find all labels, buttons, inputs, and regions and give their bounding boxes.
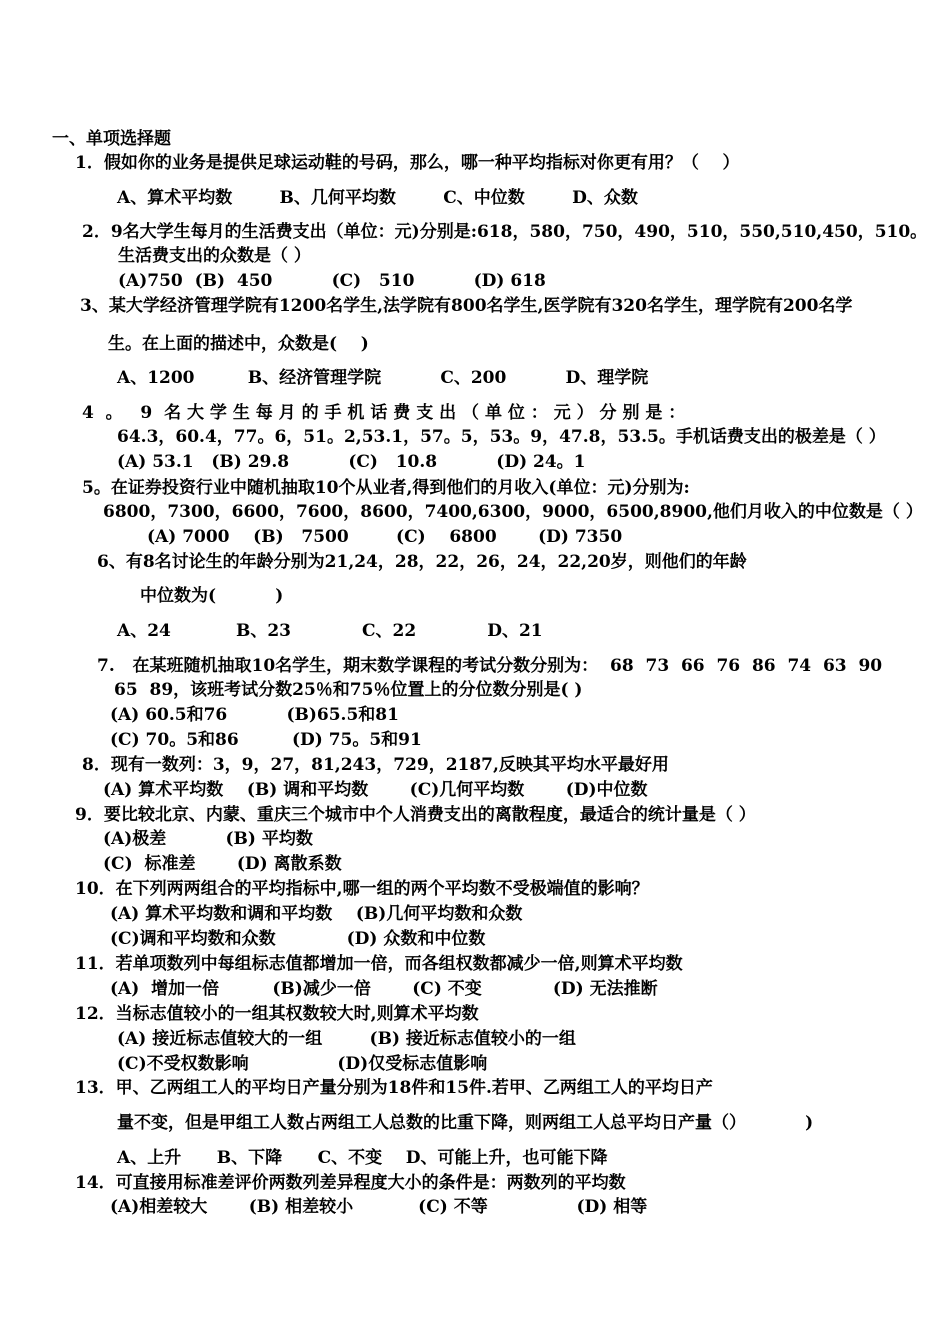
- question-13-text-cont: 量不变，但是甲组工人数占两组工人总数的比重下降，则两组工人总平均日产量（） ): [117, 1113, 814, 1133]
- question-13-options: A、上升 B、下降 C、不变 D、可能上升，也可能下降: [117, 1148, 608, 1168]
- question-12-options-2: (C)不受权数影响 (D)仅受标志值影响: [117, 1054, 488, 1074]
- question-7-options-1: (A) 60.5和76 (B)65.5和81: [110, 705, 399, 725]
- question-6-text-cont: 中位数为( ): [140, 586, 284, 606]
- question-9-options-2: (C) 标准差 (D) 离散系数: [103, 854, 342, 874]
- question-5-text: 5。在证券投资行业中随机抽取10个从业者,得到他们的月收入(单位：元)分别为:: [82, 478, 690, 498]
- question-6-options: A、24 B、23 C、22 D、21: [117, 621, 543, 641]
- question-3-text-cont: 生。在上面的描述中，众数是( ): [108, 334, 369, 354]
- question-2-text: 2．9名大学生每月的生活费支出（单位：元)分别是:618，580，750，490，510，550,510,450，510。: [82, 222, 928, 242]
- question-3-options: A、1200 B、经济管理学院 C、200 D、理学院: [117, 368, 649, 388]
- question-11-options: (A) 增加一倍 (B)减少一倍 (C) 不变 (D) 无法推断: [110, 979, 658, 999]
- question-9-text: 9．要比较北京、内蒙、重庆三个城市中个人消费支出的离散程度，最适合的统计量是（ ）: [75, 805, 756, 825]
- question-9-options-1: (A)极差 (B) 平均数: [103, 829, 313, 849]
- question-11-text: 11．若单项数列中每组标志值都增加一倍，而各组权数都减少一倍,则算术平均数: [75, 954, 683, 974]
- question-8-text: 8．现有一数列：3，9，27，81,243，729，2187,反映其平均水平最好用: [82, 755, 669, 775]
- question-7-options-2: (C) 70。5和86 (D) 75。5和91: [110, 730, 422, 750]
- question-14-options: (A)相差较大 (B) 相差较小 (C) 不等 (D) 相等: [110, 1197, 648, 1217]
- question-14-text: 14．可直接用标准差评价两数列差异程度大小的条件是：两数列的平均数: [75, 1173, 626, 1193]
- question-1-options: A、算术平均数 B、几何平均数 C、中位数 D、众数: [117, 188, 638, 208]
- question-5-text-cont: 6800，7300，6600，7600，8600，7400,6300，9000，6500,8900,他们月收入的中位数是（ ）: [103, 502, 923, 522]
- question-4-options: (A) 53.1 (B) 29.8 (C) 10.8 (D) 24。1: [117, 452, 586, 472]
- question-1-text: 1．假如你的业务是提供足球运动鞋的号码，那么，哪一种平均指标对你更有用？（ ）: [75, 153, 740, 173]
- question-10-options-2: (C)调和平均数和众数 (D) 众数和中位数: [110, 929, 486, 949]
- question-10-options-1: (A) 算术平均数和调和平均数 (B)几何平均数和众数: [110, 904, 523, 924]
- question-6-text: 6、有8名讨论生的年龄分别为21,24，28，22，26，24，22,20岁，则他们的年龄: [97, 552, 747, 572]
- question-2-options: (A)750 (B) 450 (C) 510 (D) 618: [118, 271, 546, 291]
- question-4-text-cont: 64.3，60.4，77。6，51。2,53.1，57。5，53。9，47.8，53.5。手机话费支出的极差是（ ）: [117, 427, 886, 447]
- question-5-options: (A) 7000 (B) 7500 (C) 6800 (D) 7350: [147, 527, 623, 547]
- question-8-options: (A) 算术平均数 (B) 调和平均数 (C)几何平均数 (D)中位数: [103, 780, 648, 800]
- section-title: 一、单项选择题: [52, 129, 171, 149]
- question-7-text: 7. 在某班随机抽取10名学生，期末数学课程的考试分数分别为： 68 73 66 76 86 74 63 90: [97, 656, 883, 676]
- question-13-text: 13．甲、乙两组工人的平均日产量分别为18件和15件.若甲、乙两组工人的平均日产: [75, 1078, 713, 1098]
- question-4-text: 4 。 9 名 大 学 生 每 月 的 手 机 话 费 支 出 （ 单 位 ： 元 ） 分 别 是 ：: [82, 403, 686, 423]
- question-12-text: 12．当标志值较小的一组其权数较大时,则算术平均数: [75, 1004, 479, 1024]
- question-3-text: 3、某大学经济管理学院有1200名学生,法学院有800名学生,医学院有320名学生，理学院有200名学: [80, 296, 853, 316]
- question-10-text: 10．在下列两两组合的平均指标中,哪一组的两个平均数不受极端值的影响？: [75, 879, 649, 899]
- question-7-text-cont: 65 89，该班考试分数25％和75％位置上的分位数分别是( ): [114, 680, 583, 700]
- question-12-options-1: (A) 接近标志值较大的一组 (B) 接近标志值较小的一组: [117, 1029, 576, 1049]
- question-2-text-cont: 生活费支出的众数是（ ）: [118, 246, 311, 266]
